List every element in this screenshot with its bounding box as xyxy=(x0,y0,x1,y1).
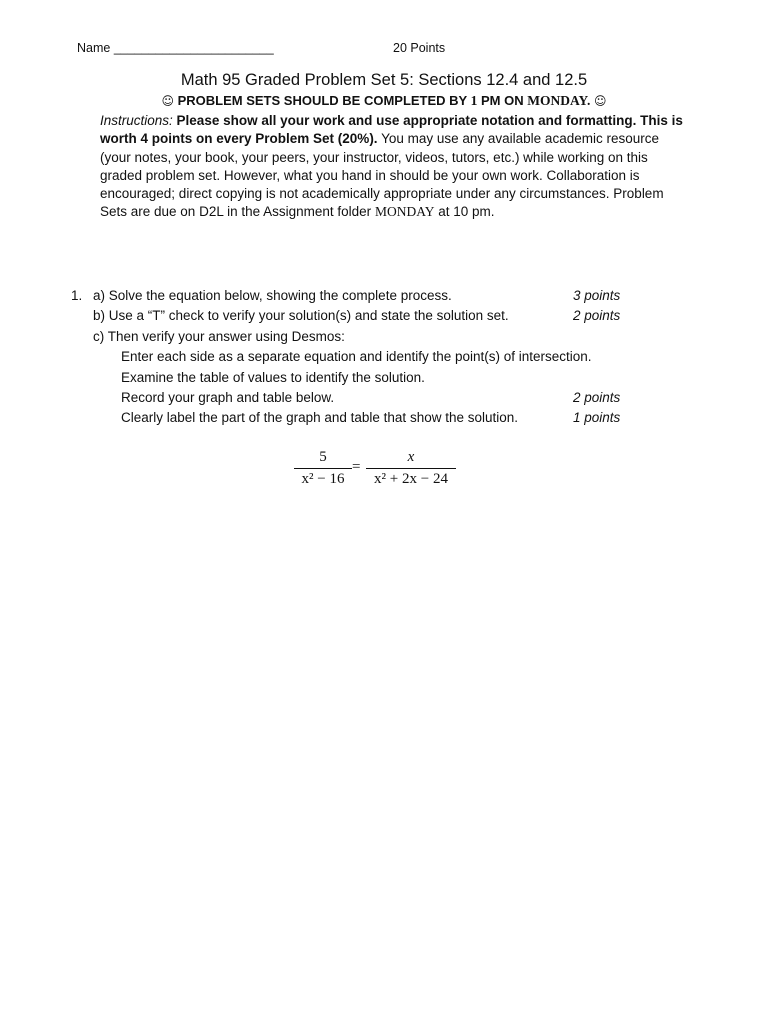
left-numerator: 5 xyxy=(319,449,327,465)
deadline-banner xyxy=(0,93,768,109)
total-points: 20 Points xyxy=(393,41,446,55)
right-fraction-bar xyxy=(366,468,456,469)
part-b-points: 2 points xyxy=(573,308,621,323)
page-title: Math 95 Graded Problem Set 5: Sections 12.4 and 12.5 xyxy=(180,71,588,89)
part-c-step-1: Enter each side as a separate equation and identify the point(s) of intersection. xyxy=(121,349,592,364)
equals-sign: = xyxy=(352,459,361,475)
smiley-icon: ☺ xyxy=(161,94,174,108)
instructions-body: You may use any available academic resource (your notes, your book, your peers, your instructor, videos, tutors, etc.) while working on this graded problem set. However, what you hand in should be your own work. Collaboration is encouraged; direct copying is not academically appropriate under any circumstances. xyxy=(100,131,659,202)
due-text-2: at 10 pm. xyxy=(438,204,495,220)
right-fraction xyxy=(366,448,456,488)
part-c-step-4: Clearly label the part of the graph and table that show the solution. xyxy=(121,410,519,425)
right-numerator: x xyxy=(407,449,415,465)
question-part-b: b) Use a “T” check to verify your solution(s) and state the solution set. xyxy=(93,308,509,323)
question-part-a: a) Solve the equation below, showing the complete process. xyxy=(93,288,452,303)
banner-text-3: PM ON xyxy=(481,93,524,108)
question-number: 1. xyxy=(71,288,83,303)
instructions-paragraph xyxy=(100,112,690,222)
due-day: MONDAY xyxy=(374,204,435,220)
instructions-label: Instructions: xyxy=(100,113,173,128)
banner-text-2: 1 xyxy=(470,93,478,108)
left-fraction-bar xyxy=(294,468,352,469)
smiley-icon: ☺ xyxy=(594,94,607,108)
banner-text-4: MONDAY. xyxy=(527,93,591,108)
left-fraction xyxy=(294,448,352,488)
banner-text-1: PROBLEM SETS SHOULD BE COMPLETED BY xyxy=(177,93,467,108)
name-field-label: Name _______________________ xyxy=(77,41,274,55)
part-a-points: 3 points xyxy=(573,288,621,303)
right-denominator: x² + 2x − 24 xyxy=(374,471,448,487)
instructions-bold: Please show all your work and use appropriate notation and formatting. This is worth 4 points on every Problem Set (20%). xyxy=(100,113,683,147)
due-text-1: Problem Sets are due on D2L in the Assignment folder xyxy=(100,186,664,220)
part-c-step-3-points: 2 points xyxy=(573,390,621,405)
part-c-step-3: Record your graph and table below. xyxy=(121,390,335,405)
part-c-step-2: Examine the table of values to identify the solution. xyxy=(121,370,425,385)
question-part-c: c) Then verify your answer using Desmos: xyxy=(93,329,345,344)
left-denominator: x² − 16 xyxy=(301,471,345,487)
part-c-step-4-points: 1 points xyxy=(573,410,621,425)
